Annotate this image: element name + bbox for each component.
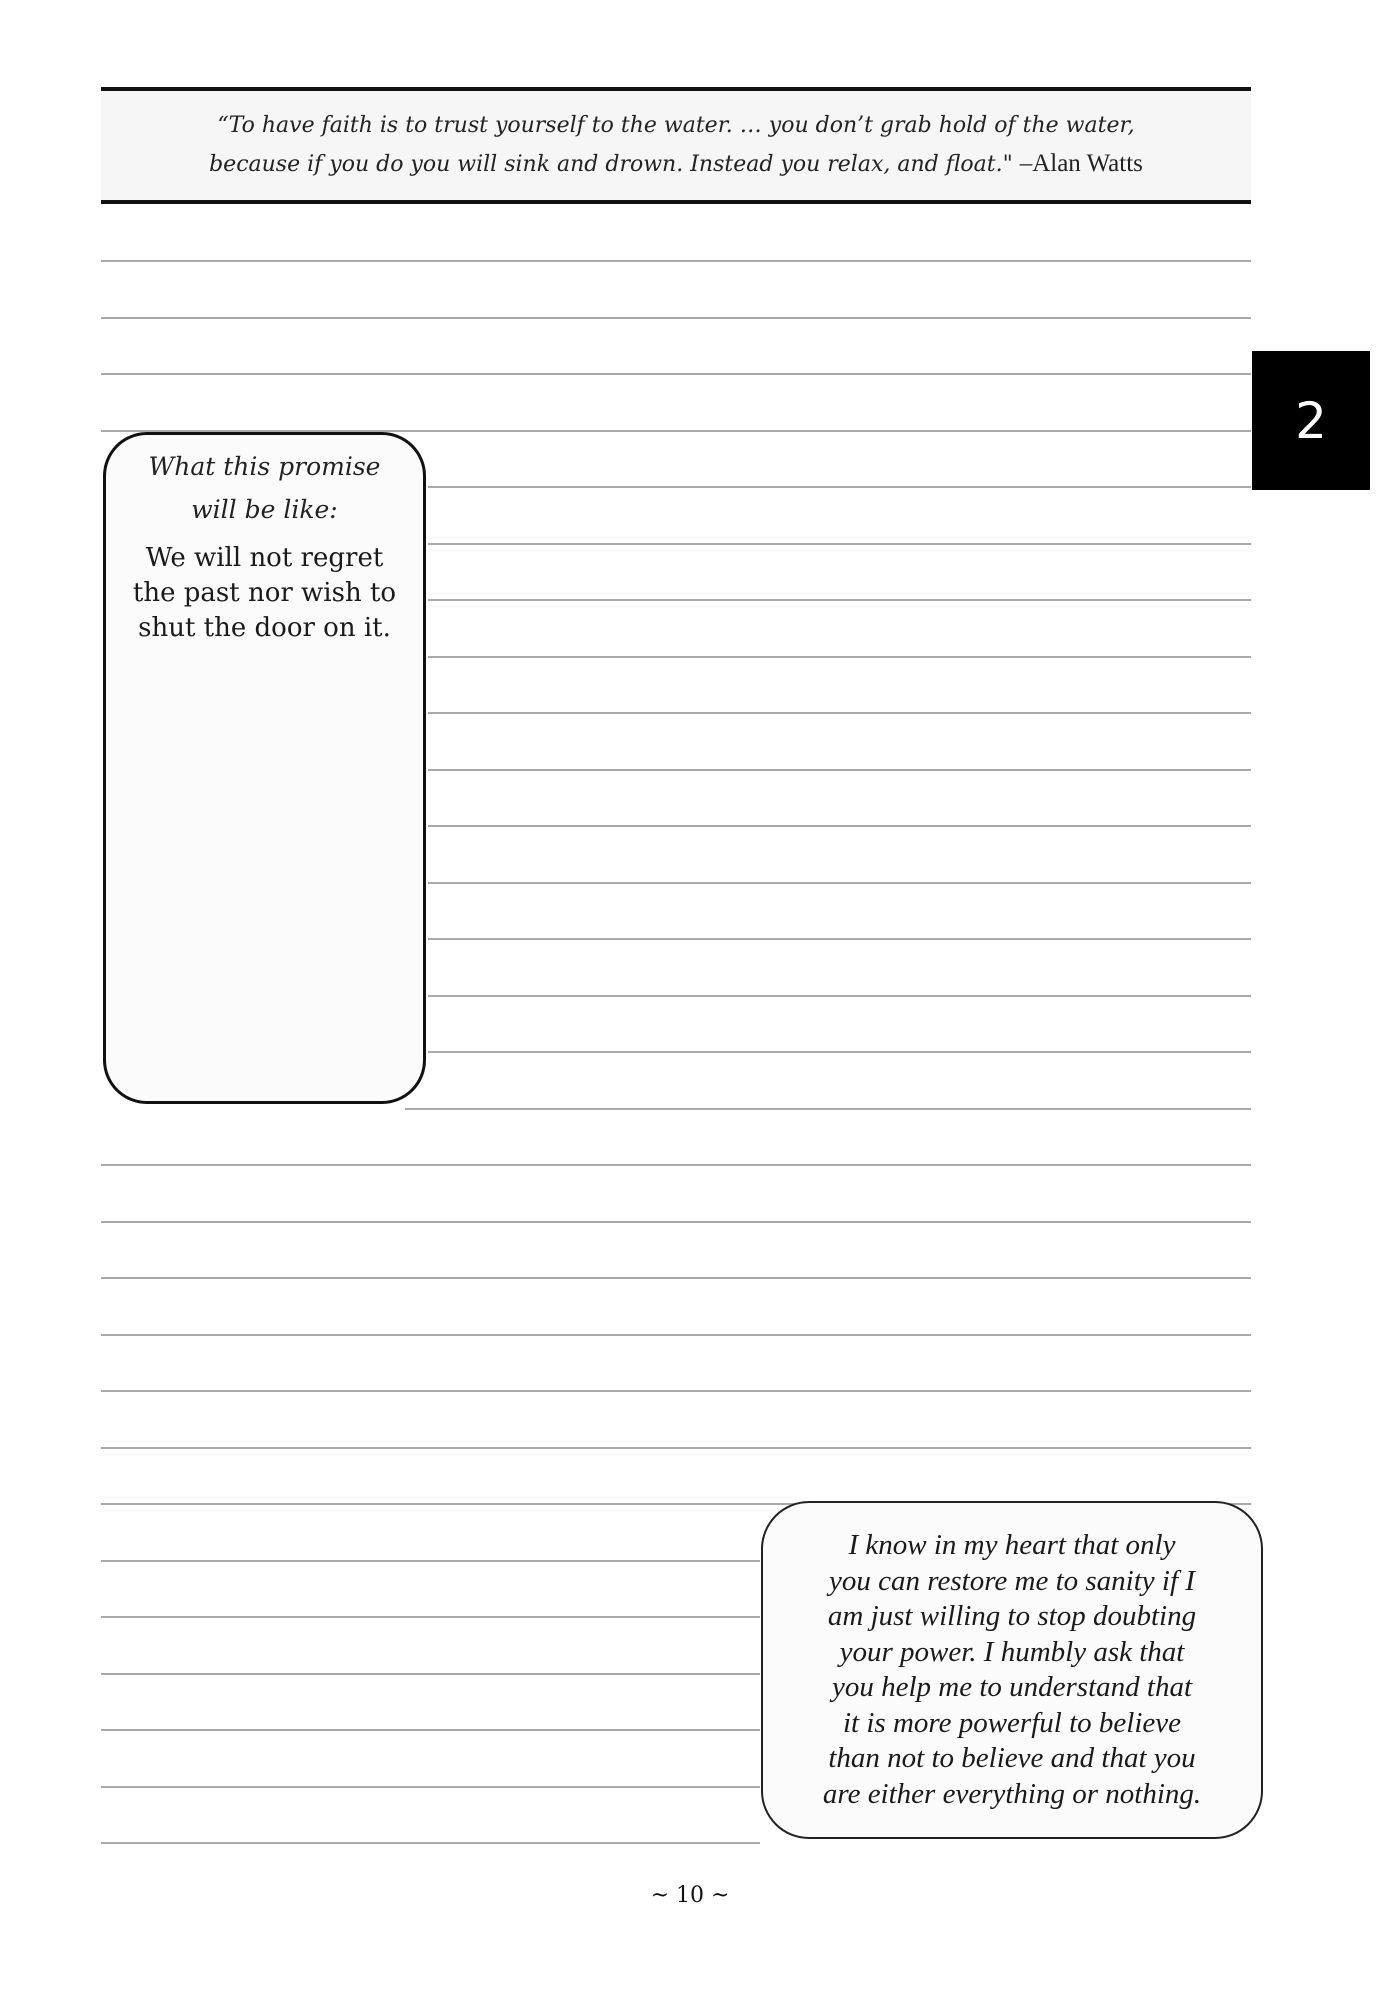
writing-line: [101, 373, 1251, 375]
writing-line: [101, 1277, 1251, 1279]
prayer-line: it is more powerful to believe: [842, 1706, 1181, 1739]
writing-line: [428, 656, 1251, 658]
promise-heading-line-2: will be like:: [191, 495, 338, 524]
writing-line: [428, 995, 1251, 997]
writing-line: [428, 1051, 1251, 1053]
prayer-line: I know in my heart that only: [848, 1529, 1176, 1561]
quote-line-2: [101, 145, 1251, 184]
writing-line: [428, 543, 1251, 545]
epigraph-quote: [101, 87, 1251, 204]
writing-line: [101, 1842, 760, 1844]
writing-line: [428, 712, 1251, 714]
prayer-line: am just willing to stop doubting: [827, 1600, 1197, 1632]
prayer-line: than not to believe and that you: [828, 1742, 1196, 1774]
writing-line: [101, 1786, 760, 1788]
quote-line-2-text: because if you do you will sink and drown. Instead you relax, and float.": [209, 152, 1013, 177]
writing-line: [428, 769, 1251, 771]
promise-heading: [106, 445, 423, 531]
quote-author: –Alan Watts: [1019, 150, 1143, 177]
writing-line: [101, 317, 1251, 319]
writing-line: [428, 882, 1251, 884]
writing-line: [101, 1560, 760, 1562]
prayer-line: you help me to understand that: [831, 1671, 1193, 1703]
prayer-line: you can restore me to sanity if I: [829, 1564, 1195, 1597]
writing-line: [101, 1447, 1251, 1449]
writing-line: [428, 486, 1251, 488]
page-number: ~ 10 ~: [650, 1883, 730, 1908]
writing-line: [101, 260, 1251, 262]
writing-line: [101, 1164, 1251, 1166]
writing-line: [428, 825, 1251, 827]
promise-text: [106, 541, 423, 646]
promise-text-line-1: We will not regret: [145, 543, 384, 573]
prayer-text: [823, 1528, 1201, 1812]
prayer-line: your power. I humbly ask that: [839, 1635, 1185, 1668]
chapter-tab: 2: [1252, 351, 1370, 490]
prayer-line: are either everything or nothing.: [822, 1777, 1202, 1810]
writing-line: [101, 1729, 760, 1731]
writing-line: [405, 1108, 1251, 1110]
writing-line: [428, 938, 1251, 940]
quote-line-1: “To have faith is to trust yourself to the water. … you don’t grab hold of the water,: [217, 113, 1135, 138]
writing-line: [101, 1673, 760, 1675]
writing-line: [101, 1616, 760, 1618]
promise-box: [103, 432, 426, 1104]
prayer-box: [761, 1501, 1263, 1839]
writing-line: [428, 599, 1251, 601]
promise-text-line-2: the past nor wish to: [132, 578, 397, 608]
promise-heading-line-1: What this promise: [148, 452, 381, 481]
writing-line: [101, 1334, 1251, 1336]
promise-text-line-3: shut the door on it.: [138, 613, 391, 643]
writing-line: [101, 1390, 1251, 1392]
writing-line: [101, 1221, 1251, 1223]
